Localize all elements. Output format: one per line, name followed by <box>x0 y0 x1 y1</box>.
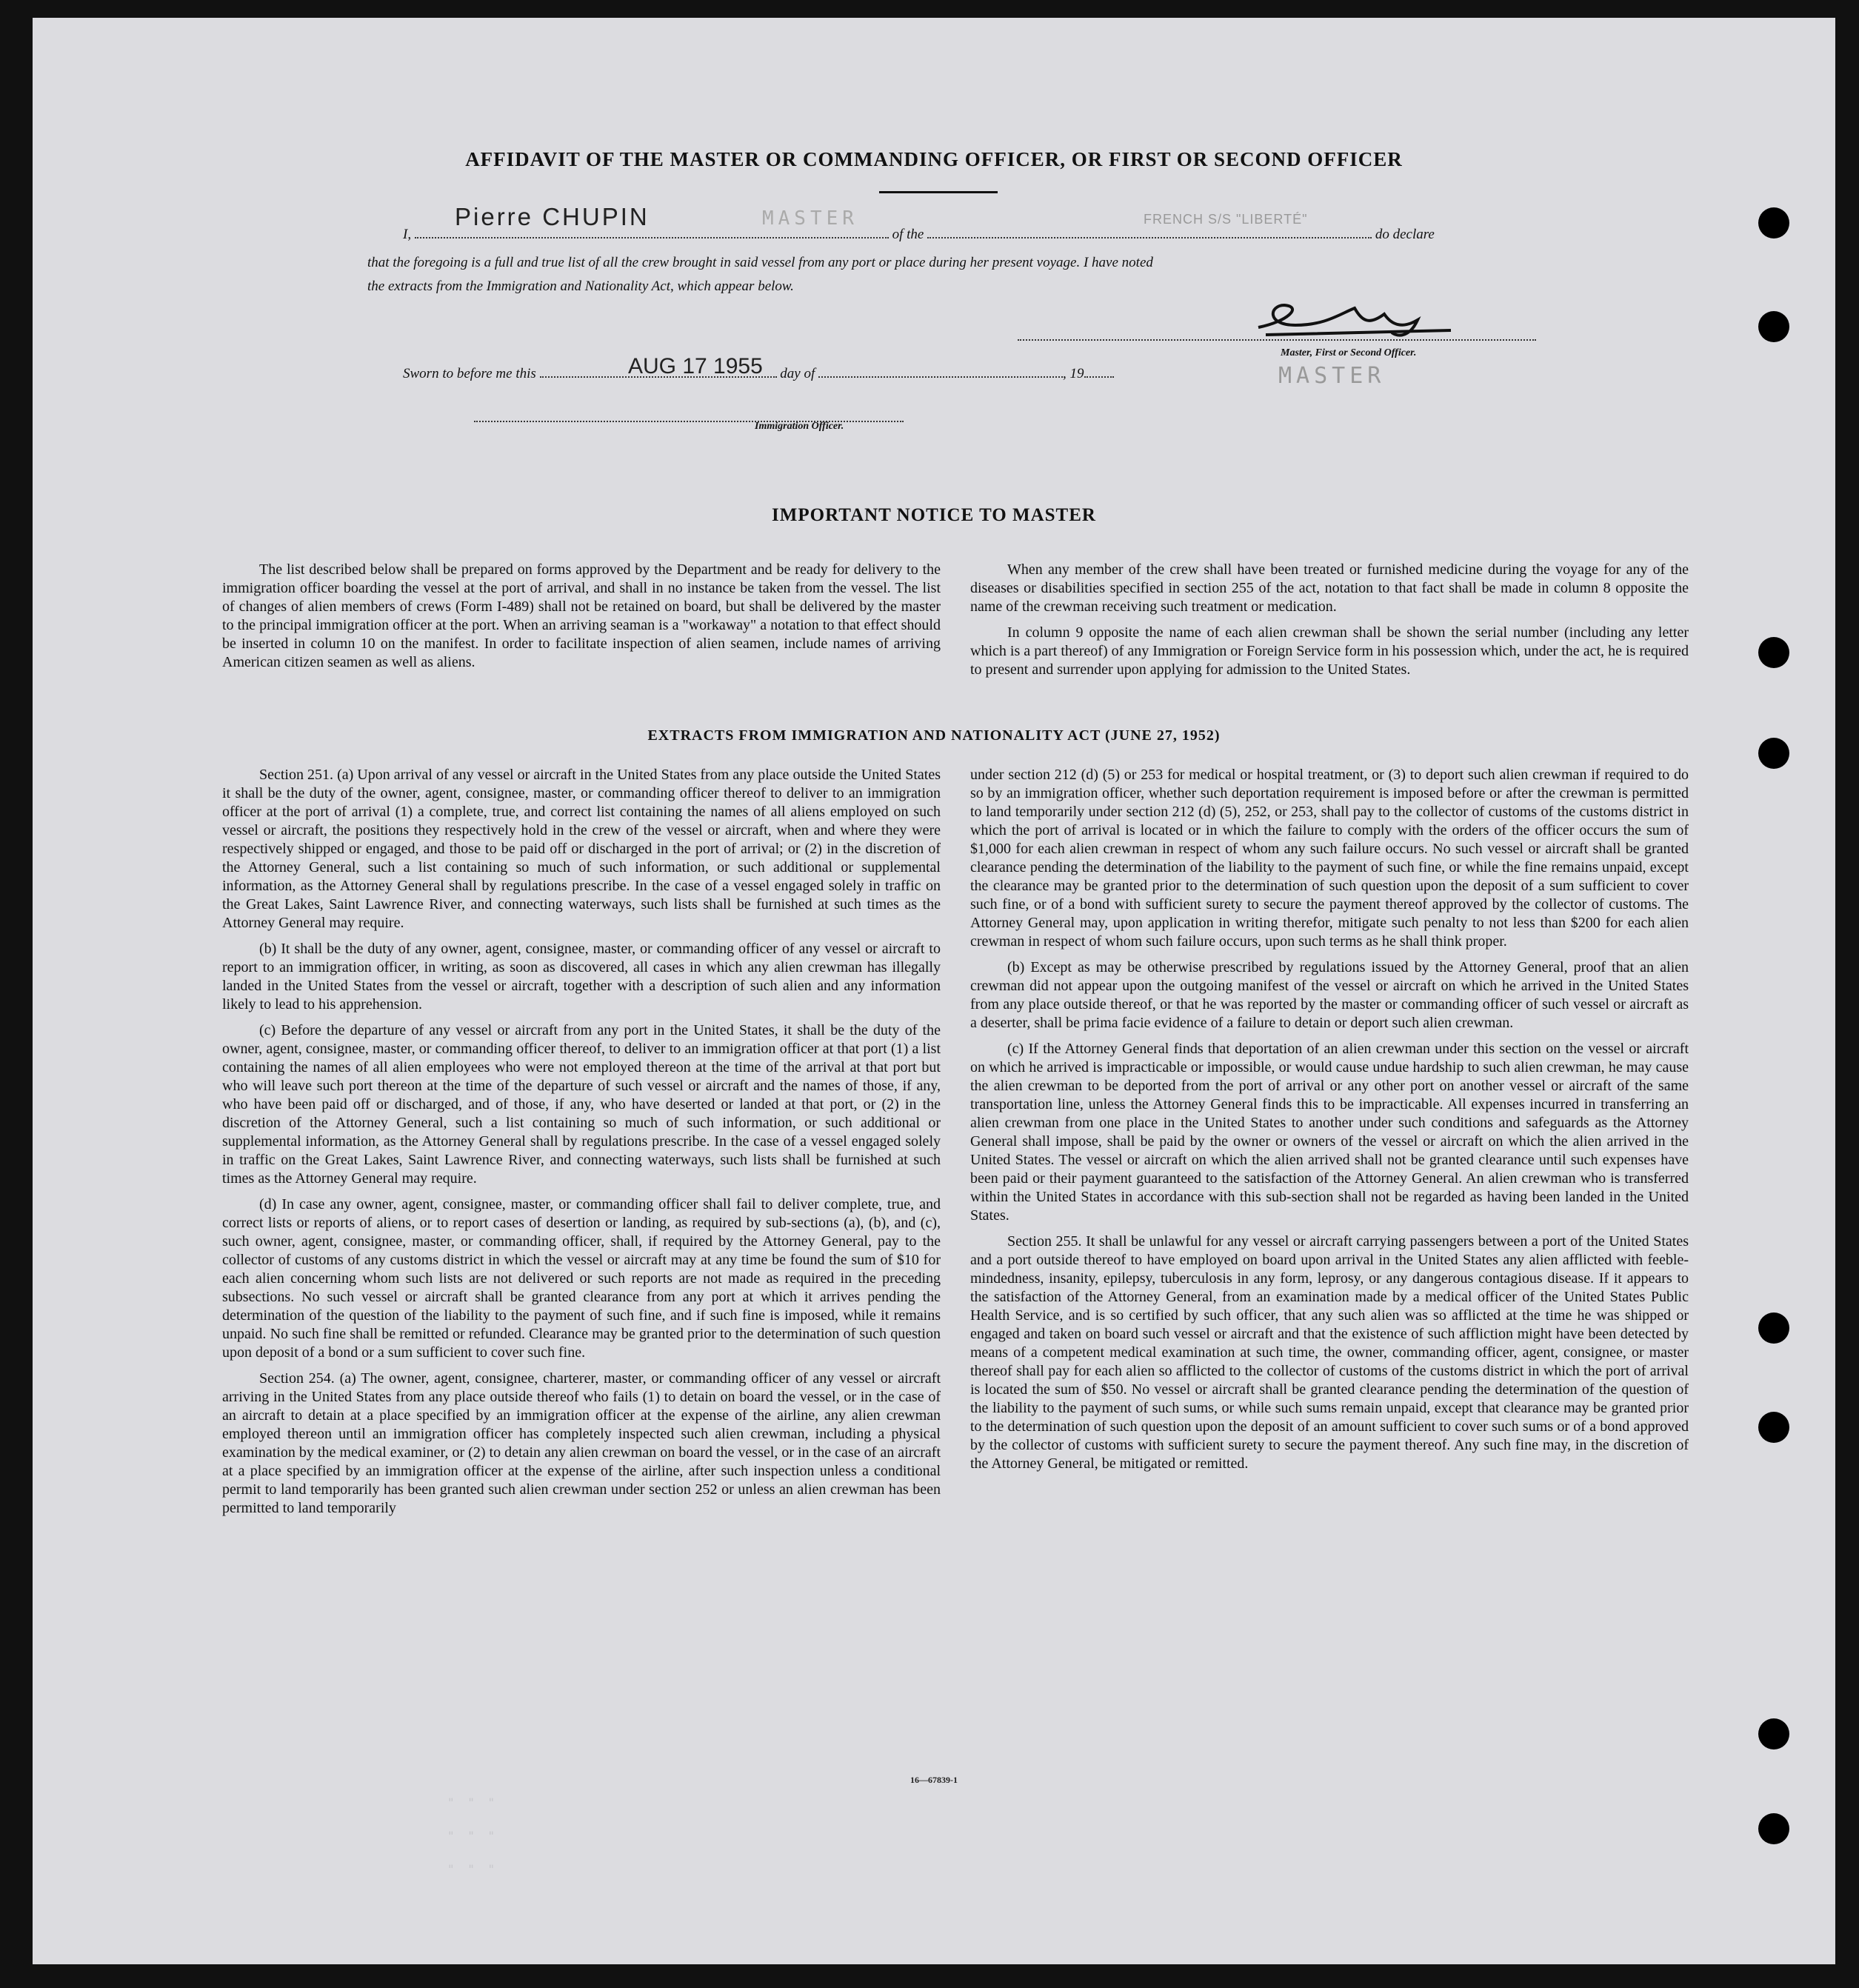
notice-right-paragraph-1: When any member of the crew shall have been treated or furnished medicine during the voyage for any of the diseases or disabilities specified in section 255 of the act, notation to that fact shall be made in column 8 opposite the name of the crewman receiving such treatment or medication. <box>970 561 1689 615</box>
affidavit-title: AFFIDAVIT OF THE MASTER OR COMMANDING OFFICER, OR FIRST OR SECOND OFFICER <box>465 148 1403 170</box>
extract-left-0: Section 251. (a) Upon arrival of any vessel or aircraft in the United States from any place outside the United States it shall be the duty of the owner, agent, consignee, master, or commanding officer thereof to deliver to an immigration officer at the port of arrival (1) a complete, true, and correct list containing the names of all aliens employed on such vessel or aircraft, the positions they respectively hold in the crew of the vessel or aircraft, when and where they were respectively shipped or engaged, and those to be paid off or discharged in the port of arrival; or (2) in the discretion of the Attorney General, such a list containing so much of such information, or such additional or supplemental information, as the Attorney General shall by regulations prescribe. In the case of a vessel engaged solely in traffic on the Great Lakes, Saint Lawrence River, and connecting waterways, such lists shall be furnished at such times as the Attorney General may require. <box>222 767 941 931</box>
notice-title: IMPORTANT NOTICE TO MASTER <box>772 505 1096 525</box>
document-page: AFFIDAVIT OF THE MASTER OR COMMANDING OFFICER, OR FIRST OR SECOND OFFICER I, of the do declare Pierre CHUPIN MASTER FRENCH S/S "LIBERTÉ" that the foregoing is a full and true list of all the crew brought in said vessel from any port or place during her present voyage. I have noted the extracts from the Immigration and Nationality Act, which appear below. Master, First or Second Officer. MASTER Sworn to before me this day of , 19 AUG 17 1955 Immigration Officer. IMPORTANT NOTICE TO MASTER The list described below shall be prepared on forms approved by the Department and be ready for delivery to the immigration officer boarding the vessel at the port of arrival, and shall in no instance be taken from the vessel. The list of changes of alien members of crews (Form I-489) shall not be retained on board, but shall be delivered by the master to the principal immigration officer at the port. When an arriving seaman is a "workaway" a notation to that effect should be inserted in column 10 on the manifest. In order to facilitate inspection of alien seamen, include names of arriving American citizen seamen as well as aliens. When any member of the crew shall have been treated or furnished medicine during the voyage for any of the diseases or disabilities specified in section 255 of the act, notation to that fact shall be made in column 8 opposite the name of the crewman receiving such treatment or medication. In column 9 opposite the name of each alien crewman shall be shown the serial number (including any letter which is a part thereof) of any Immigration or Foreign Service form in his possession which, under the act, he is required to present and surrender upon applying for admission to the United States. EXTRACTS FROM IMMIGRATION AND NATIONALITY ACT (JUNE 27, 1952) Section 251. (a) Upon arrival of any vessel or aircraft in the United States from any place outside the United States it shall be the duty of the owner, agent, consignee, master, or commanding officer thereof to deliver to an immigration officer at the port of arrival (1) a complete, true, and correct list containing the names of all aliens employed on such vessel or aircraft, the positions they respectively hold in the crew of the vessel or aircraft, when and where they were respectively shipped or engaged, and those to be paid off or discharged in the port of arrival; or (2) in the discretion of the Attorney General, such a list containing so much of such information, or such additional or supplemental information, as the Attorney General shall by regulations prescribe. In the case of a vessel engaged solely in traffic on the Great Lakes, Saint Lawrence River, and connecting waterways, such lists shall be furnished at such times as the Attorney General may require. (b) It shall be the duty of any owner, agent, consignee, master, or commanding officer of any vessel or aircraft to report to an immigration officer, in writing, as soon as discovered, all cases in which any alien crewman has illegally landed in the United States from the vessel or aircraft, together with a description of such alien and any information likely to lead to his apprehension. (c) Before the departure of any vessel or aircraft from any port in the United States, it shall be the duty of the owner, agent, consignee, master, or commanding officer thereof, to deliver to an immigration officer at that port (1) a list containing the names of all alien employees who were not employed thereon at the time of the arrival at that port but who will leave such port thereon at the time of the departure of such vessel or aircraft and the names of those, if any, who have been paid off or discharged, and of those, if any, who have deserted or landed at that port, or (2) in the discretion of the Attorney General, such a list containing so much of such information, or such additional or supplemental information, as the Attorney General shall by regulations prescribe. In the case of a vessel engaged solely in traffic on the Great Lakes, Saint Lawrence River, and connecting waterways, such lists shall be furnished at such times as the Attorney General may require. (d) In case any owner, agent, consignee, master, or commanding officer shall fail to deliver complete, true, and correct lists or reports of aliens, or to report cases of desertion or landing, as required by sub-sections (a), (b), and (c), such owner, agent, consignee, master, or commanding officer, shall, if required by the Attorney General, pay to the collector of customs of any customs district in which the vessel or aircraft may at any time be found the sum of $10 for each alien concerning whom such lists are not delivered or such reports are not made as required in the preceding subsections. No such vessel or aircraft shall be granted clearance from any port at which it arrives pending the determination of the question of the liability to the payment of such fine, and if such fine is imposed, while it remains unpaid. No such fine shall be remitted or refunded. Clearance may be granted prior to the determination of such question upon deposit of a bond or a sum sufficient to cover such fine. Section 254. (a) The owner, agent, consignee, charterer, master, or commanding officer of any vessel or aircraft arriving in the United States from any place outside thereof who fails (1) to detain on board the vessel, or in the case of an aircraft to detain at a place specified by an immigration officer at the expense of the airline, any alien crewman employed thereon until an immigration officer has completely inspected such alien crewman, including a physical examination by the medical examiner, or (2) to detain any alien crewman on board the vessel, or in the case of an aircraft at a place specified by an immigration officer at the expense of the airline, after such inspection unless a conditional permit to land temporarily has been granted such alien crewman under section 252 or unless an alien crewman has been permitted to land temporarily under section 212 (d) (5) or 253 for medical or hospital treatment, or (3) to deport such alien crewman if required to do so by an immigration officer, whether such deportation requirement is imposed before or after the crewman is permitted to land temporarily under section 212 (d) (5), 252, or 253, shall pay to the collector of customs of the customs district in which the port of arrival is located or in which the failure to comply with the orders of the officer occurs the sum of $1,000 for each alien crewman in respect of whom any such failure occurs. No such vessel or aircraft shall be granted clearance pending the determination of the liability to the payment of such fine, or while the fine remains unpaid, except the clearance may be granted prior to the determination of such question upon the deposit of a sum sufficient to cover such fine, or of a bond with sufficient surety to secure the payment thereof approved by the collector of customs. The Attorney General may, upon application in writing therefor, mitigate such penalty to not less than $200 for each alien crewman in respect of whom such failure occurs, upon such terms as he shall think proper. (b) Except as may be otherwise prescribed by regulations issued by the Attorney General, proof that an alien crewman did not appear upon the outgoing manifest of the vessel or aircraft on which he arrived in the United States from any place outside thereof, or that he was reported by the master or commanding officer of such vessel or aircraft as a deserter, shall be prima facie evidence of a failure to detain or deport such alien crewman. (c) If the Attorney General finds that deportation of an alien crewman under this section on the vessel or aircraft on which he arrived is impracticable or impossible, or would cause undue hardship to such alien crewman, he may cause the alien crewman to be deported from the port of arrival or any other port on another vessel or aircraft of the same transportation line, unless the Attorney General finds this to be impracticable. All expenses incurred in transferring an alien crewman from one place in the United States to another under such conditions and safeguards as the Attorney General shall impose, shall be paid by the owner or owners of the vessel or aircraft on which the alien arrived in the United States. The vessel or aircraft on which the alien arrived shall not be granted clearance until such expenses have been paid or their payment guaranteed to the satisfaction of the Attorney General. An alien crewman who is transferred within the United States in accordance with this sub-section shall not be regarded as having been landed in the United States. Section 255. It shall be unlawful for any vessel or aircraft carrying passengers between a port of the United States and a port outside thereof to have employed on board upon arrival in the United States any alien afflicted with feeble-mindedness, insanity, epilepsy, tuberculosis in any form, leprosy, or any dangerous contagious disease. If it appears to the satisfaction of the Attorney General, from an examination made by a medical officer of the United States Public Health Service, and is so certified by such officer, that any such alien was so afflicted at the time he was shipped or engaged and taken on board such vessel or aircraft and that the existence of such affliction might have been detected by means of a competent medical examination at such time, the owner, commanding officer, agent, consignee, or master thereof shall pay for each alien so afflicted to the collector of customs of the customs district in which the port of arrival is located the sum of $50. No vessel or aircraft shall be granted clearance pending the determination of the question of the liability to the payment of such sums, or while such sums remain unpaid, except that clearance may be granted prior to the determination of such question upon the deposit of an amount sufficient to cover such sums or of a bond approved by the collector of customs with sufficient surety to secure the payment thereof. Any such fine may, in the discretion of the Attorney General, be mitigated or remitted. 16—67839-1 " " " " " " " " " <box>33 18 1835 1964</box>
extract-right-3: Section 255. It shall be unlawful for any vessel or aircraft carrying passengers between a port of the United States and a port outside thereof to have employed on board upon arrival in the United States any alien afflicted with feeble-mindedness, insanity, epilepsy, tuberculosis in any form, leprosy, or any dangerous contagious disease. If it appears to the satisfaction of the Attorney General, from an examination made by a medical officer of the United States Public Health Service, and is so certified by such officer, that any such alien was so afflicted at the time he was shipped or engaged and taken on board such vessel or aircraft and that the existence of such affliction might have been detected by means of a competent medical examination at such time, the owner, commanding officer, agent, consignee, or master thereof shall pay for each alien so afflicted to the collector of customs of the customs district in which the port of arrival is located the sum of $50. No vessel or aircraft shall be granted clearance pending the determination of the question of the liability to the payment of such sums, or while such sums remain unpaid, except that clearance may be granted prior to the determination of such question upon the deposit of an amount sufficient to cover such sums or of a bond approved by the collector of customs with sufficient surety to secure the payment thereof. Any such fine may, in the discretion of the Attorney General, be mitigated or remitted. <box>970 1233 1689 1472</box>
punch-hole <box>1758 207 1789 239</box>
punch-hole <box>1758 738 1789 769</box>
signature-caption: Master, First or Second Officer. <box>1281 347 1417 358</box>
extracts-right-column <box>970 766 1689 1481</box>
year-prefix: 19 <box>1069 366 1084 381</box>
master-stamp: MASTER <box>1278 363 1386 389</box>
punch-hole <box>1758 1718 1789 1749</box>
extracts-left-column <box>222 766 941 1525</box>
title-underline <box>879 191 998 193</box>
officer-caption: Immigration Officer. <box>755 421 844 432</box>
vessel-name: FRENCH S/S "LIBERTÉ" <box>1144 212 1308 227</box>
extract-right-0: under section 212 (d) (5) or 253 for medical or hospital treatment, or (3) to deport such alien crewman if required to do so by an immigration officer, whether such deportation requirement is imposed before or after the crewman is permitted to land temporarily under section 212 (d) (5), 252, or 253, shall pay to the collector of customs of the customs district in which the port of arrival is located or in which the failure to comply with the orders of the officer occurs the sum of $1,000 for each alien crewman in respect of whom any such failure occurs. No such vessel or aircraft shall be granted clearance pending the determination of the liability to the payment of such fine, or while the fine remains unpaid, except the clearance may be granted prior to the determination of such question upon the deposit of a sum sufficient to cover such fine, or of a bond with sufficient surety to secure the payment thereof approved by the collector of customs. The Attorney General may, upon application in writing therefor, mitigate such penalty to not less than $200 for each alien crewman in respect of whom such failure occurs, upon such terms as he shall think proper. <box>970 767 1689 950</box>
extract-left-3: (d) In case any owner, agent, consignee, master, or commanding officer shall fail to deliver complete, true, and correct lists or reports of aliens, or to report cases of desertion or landing, as required by sub-sections (a), (b), and (c), such owner, agent, consignee, master, or commanding officer, shall, if required by the Attorney General, pay to the collector of customs of any customs district in which the vessel or aircraft may at any time be found the sum of $10 for each alien concerning whom such lists are not delivered or such reports are not made as required in the preceding subsections. No such vessel or aircraft shall be granted clearance from any port at which it arrives pending the determination of the question of the liability to the payment of such fine, and if such fine is imposed, while it remains unpaid. No such fine shall be remitted or refunded. Clearance may be granted prior to the determination of such question upon deposit of a bond or a sum sufficient to cover such fine. <box>222 1196 941 1361</box>
punch-hole <box>1758 311 1789 342</box>
form-number: 16—67839-1 <box>910 1775 958 1785</box>
punch-hole <box>1758 637 1789 668</box>
declaration-line-1: that the foregoing is a full and true list of all the crew brought in said vessel from any port or place during her present voyage. I have noted <box>367 255 1153 270</box>
i-label: I, <box>403 227 412 242</box>
declarant-name: Pierre CHUPIN <box>455 203 650 230</box>
signature-line <box>1018 329 1536 341</box>
extract-right-1: (b) Except as may be otherwise prescribed by regulations issued by the Attorney General, proof that an alien crewman did not appear upon the outgoing manifest of the vessel or aircraft on which he arrived in the United States from any place outside thereof, or that he was reported by the master or commanding officer of such vessel or aircraft as a deserter, shall be prima facie evidence of a failure to detain or deport such alien crewman. <box>970 959 1689 1031</box>
extract-left-4: Section 254. (a) The owner, agent, consignee, charterer, master, or commanding officer of any vessel or aircraft arriving in the United States from any place outside thereof who fails (1) to detain on board the vessel, or in the case of an aircraft to detain at a place specified by an immigration officer at the expense of the airline, any alien crewman employed thereon until an immigration officer has completely inspected such alien crewman, including a physical examination by the medical examiner, or (2) to detain any alien crewman on board the vessel, or in the case of an aircraft at a place specified by an immigration officer at the expense of the airline, after such inspection unless a conditional permit to land temporarily has been granted such alien crewman under section 252 or unless an alien crewman has been permitted to land temporarily <box>222 1370 941 1516</box>
extract-right-2: (c) If the Attorney General finds that deportation of an alien crewman under this section on the vessel or aircraft on which he arrived is impracticable or impossible, or would cause undue hardship to such alien crewman, he may cause the alien crewman to be deported from the port of arrival or any other port on another vessel or aircraft of the same transportation line, unless the Attorney General finds this to be impracticable. All expenses incurred in transferring an alien crewman from one place in the United States to another under such conditions and safeguards as the Attorney General shall impose, shall be paid by the owner or owners of the vessel or aircraft on which the alien arrived in the United States. The vessel or aircraft on which the alien arrived shall not be granted clearance until such expenses have been paid or their payment guaranteed to the satisfaction of the Attorney General. An alien crewman who is transferred within the United States in accordance with this sub-section shall not be regarded as having been landed in the United States. <box>970 1041 1689 1224</box>
do-declare-label: do declare <box>1375 227 1435 242</box>
notice-right-paragraph-2: In column 9 opposite the name of each alien crewman shall be shown the serial number (including any letter which is a part thereof) of any Immigration or Foreign Service form in his possession which, under the act, he is required to present and surrender upon applying for admission to the United States. <box>970 624 1689 678</box>
of-the-label: of the <box>892 227 924 242</box>
punch-hole <box>1758 1412 1789 1443</box>
punch-hole <box>1758 1312 1789 1344</box>
declaration-line-2: the extracts from the Immigration and Nationality Act, which appear below. <box>367 278 794 294</box>
day-of-label: day of <box>780 366 815 381</box>
punch-hole <box>1758 1813 1789 1844</box>
notice-left-paragraph: The list described below shall be prepared on forms approved by the Department and be ready for delivery to the immigration officer boarding the vessel at the port of arrival, and shall in no instance be taken from the vessel. The list of changes of alien members of crews (Form I-489) shall not be retained on board, but shall be delivered by the master to the principal immigration officer at the port. When an arriving seaman is a "workaway" a notation to that effect should be inserted in column 10 on the manifest. In order to facilitate inspection of alien seamen, include names of arriving American citizen seamen as well as aliens. <box>222 561 941 670</box>
sworn-label: Sworn to before me this <box>403 366 536 381</box>
notice-right-column <box>970 561 1689 687</box>
sworn-line: Sworn to before me this day of , 19 <box>403 366 1114 382</box>
sworn-date: AUG 17 1955 <box>628 354 763 378</box>
extract-left-1: (b) It shall be the duty of any owner, agent, consignee, master, or commanding officer of any vessel or aircraft to report to an immigration officer, in writing, as soon as discovered, all cases in which any alien crewman has illegally landed in the United States from the vessel or aircraft, together with a description of such alien and any information likely to lead to his apprehension. <box>222 941 941 1013</box>
notice-left-column <box>222 561 941 679</box>
extract-left-2: (c) Before the departure of any vessel or aircraft from any port in the United States, it shall be the duty of the owner, agent, consignee, master, or commanding officer thereof, to deliver to an immigration officer at that port (1) a list containing the names of all alien employees who were not employed thereon at the time of the arrival at that port but who will leave such port thereon at the time of the departure of such vessel or aircraft and the names of those, if any, who have been paid off or discharged, and of those, if any, who have deserted or landed at that port, or (2) in the discretion of the Attorney General, such a list containing so much of such information, or such additional or supplemental information, as the Attorney General shall by regulations prescribe. In the case of a vessel engaged solely in traffic on the Great Lakes, Saint Lawrence River, and connecting waterways, such lists shall be furnished at such times as the Attorney General may require. <box>222 1022 941 1187</box>
master-stamp-top: MASTER <box>762 207 858 230</box>
extracts-title: EXTRACTS FROM IMMIGRATION AND NATIONALITY ACT (JUNE 27, 1952) <box>647 727 1221 744</box>
